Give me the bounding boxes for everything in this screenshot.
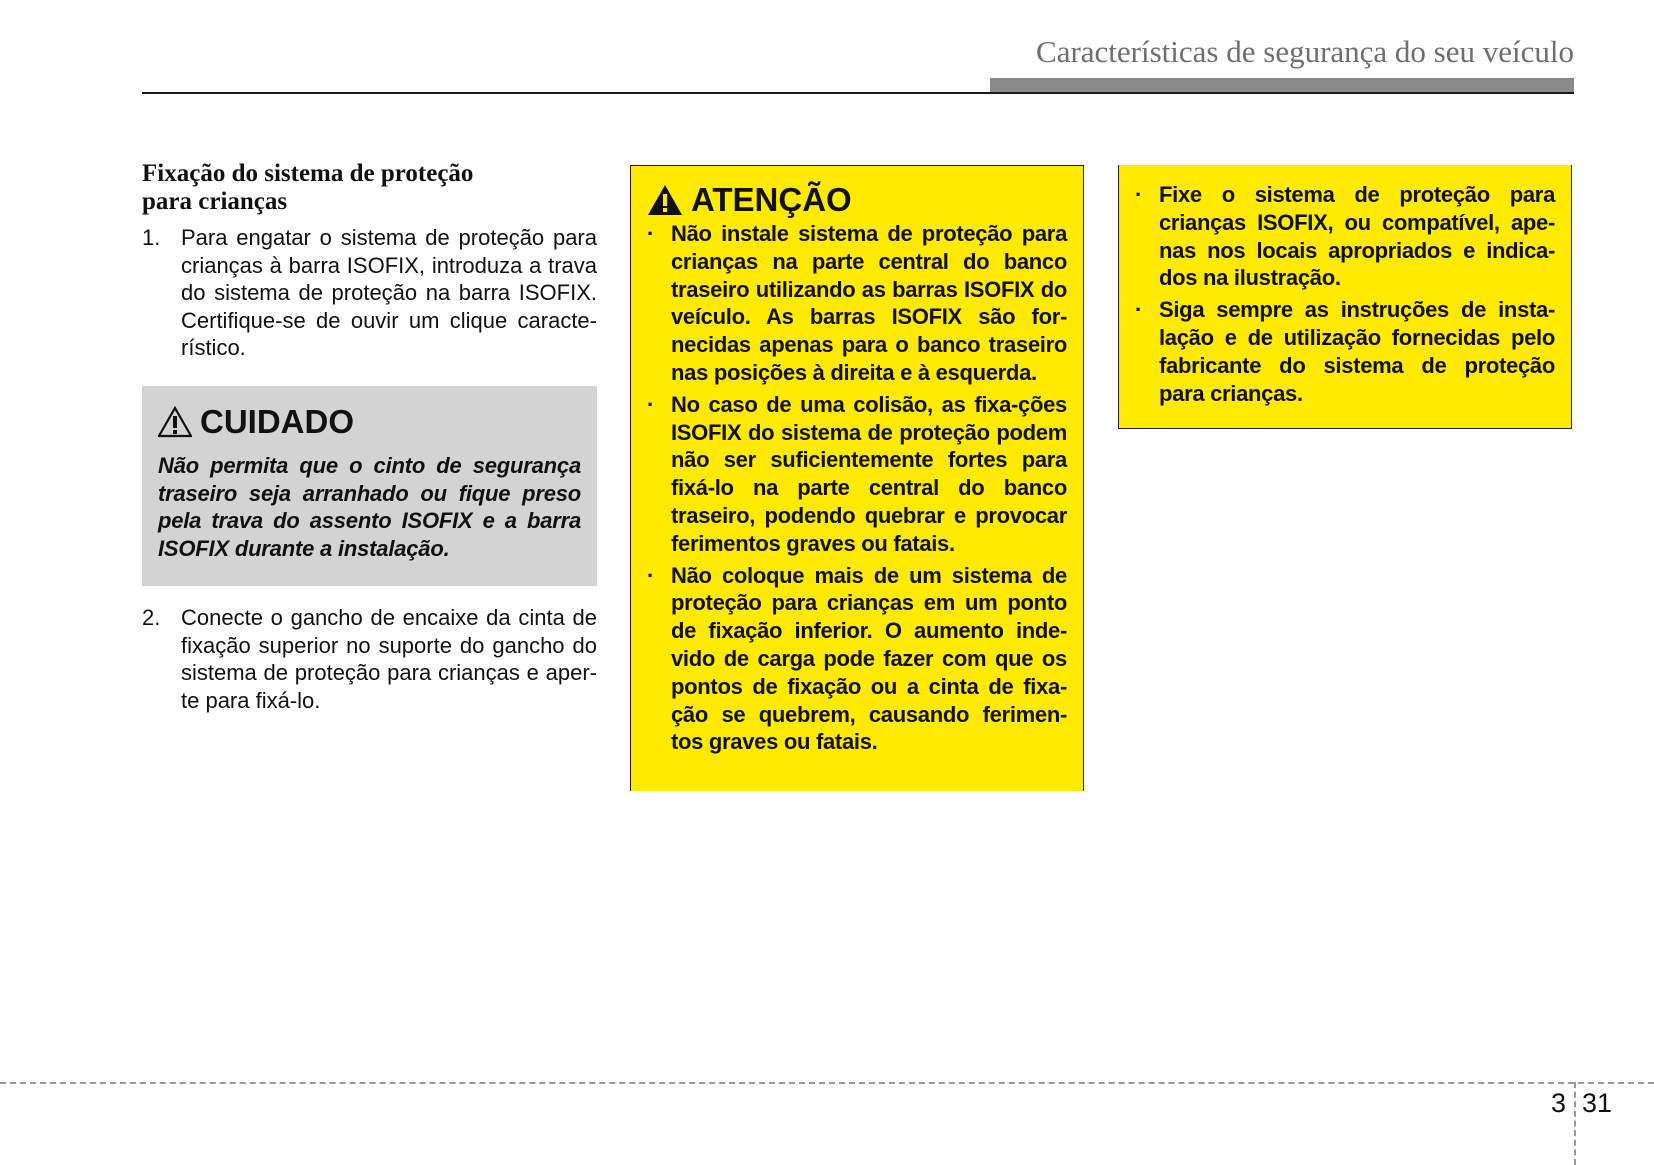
warning-item: · No caso de uma colisão, as fixa-ções ISOFIX do sistema de proteção podem não ser suficientemente fortes para fixá-lo na parte central do banco traseiro, podendo quebrar e provocar ferimentos graves ou fatais.	[647, 391, 1067, 558]
page-number: 31	[1582, 1088, 1613, 1118]
header-accent-bar	[990, 78, 1574, 92]
page-chapter-number: 3	[1551, 1088, 1567, 1118]
warning-triangle-icon	[647, 184, 683, 216]
section-title	[142, 160, 612, 216]
step-2-text: Conecte o gancho de encaixe da cinta de fixação superior no suporte do gancho do sistema de proteção para crianças e aper-te para fixá-lo.	[181, 605, 597, 713]
warning-box	[630, 165, 1084, 791]
section-title-line-1: Fixação do sistema de proteção	[142, 160, 474, 187]
warning-continued-box	[1118, 165, 1572, 429]
section-title-line-2: para crianças	[142, 188, 288, 215]
footer-dashed-rule	[0, 1082, 1654, 1084]
header-rule	[142, 92, 1574, 94]
warning-item: · Fixe o sistema de proteção para crianças ISOFIX, ou compatível, ape-nas nos locais apropriados e indica-dos na ilustração.	[1135, 181, 1555, 292]
step-1-number: 1.	[142, 225, 161, 250]
caution-label: CUIDADO	[200, 403, 354, 440]
caution-text: Não permita que o cinto de segurança traseiro seja arranhado ou fique preso pela trava do assento ISOFIX e a barra ISOFIX durante a instalação.	[158, 453, 581, 561]
step-2-number: 2.	[142, 605, 161, 630]
warning-label: ATENÇÃO	[691, 181, 852, 218]
caution-header	[158, 402, 581, 442]
caution-box	[142, 386, 597, 586]
caution-triangle-icon	[158, 406, 192, 438]
step-1	[142, 224, 597, 362]
running-header-title: Características de segurança do seu veículo	[1036, 34, 1574, 69]
warning-item: · Siga sempre as instruções de insta-lação e de utilização fornecidas pelo fabricante do sistema de proteção para crianças.	[1135, 296, 1555, 407]
warning-header	[647, 180, 1067, 220]
warning-item: · Não instale sistema de proteção para crianças na parte central do banco traseiro utilizando as barras ISOFIX do veículo. As barras ISOFIX são for-necidas apenas para o banco traseiro nas posições à direita e à esquerda.	[647, 220, 1067, 387]
step-1-text: Para engatar o sistema de proteção para crianças à barra ISOFIX, introduza a trava do sistema de proteção na barra ISOFIX. Certifique-se de ouvir um clique caracte-rístico.	[181, 225, 597, 360]
warning-continued-list	[1135, 181, 1555, 407]
warning-list	[647, 220, 1067, 756]
step-2	[142, 604, 597, 714]
footer-dashed-divider	[1574, 1082, 1576, 1165]
warning-item: · Não coloque mais de um sistema de proteção para crianças em um ponto de fixação inferior. O aumento inde-vido de carga pode fazer com que os pontos de fixação ou a cinta de fixa-ção se quebrem, causando ferimen-tos graves ou fatais.	[647, 562, 1067, 757]
